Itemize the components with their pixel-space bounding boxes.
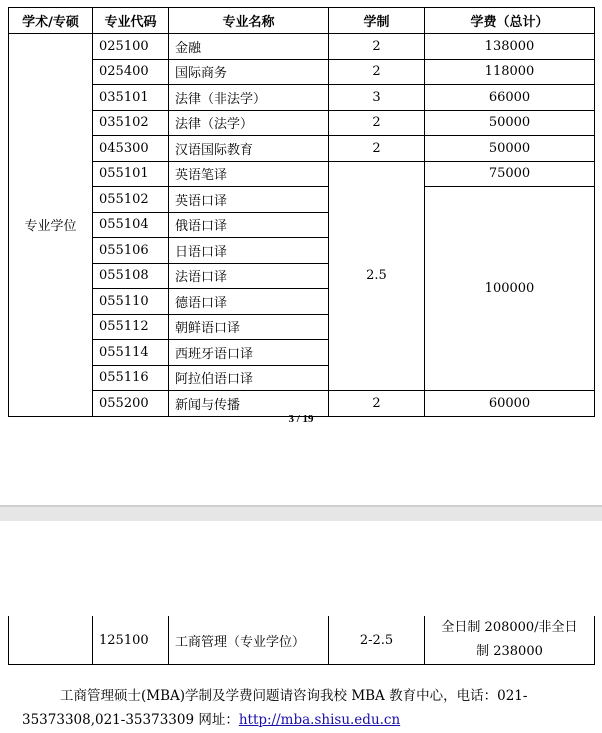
- code-cell: 055102: [93, 187, 169, 213]
- years-cell: 2: [329, 34, 425, 60]
- name-cell: 工商管理（专业学位）: [169, 616, 329, 665]
- name-cell: 英语笔译: [169, 161, 329, 187]
- code-cell: 125100: [93, 616, 169, 665]
- code-cell: 035101: [93, 85, 169, 111]
- header-code: 专业代码: [93, 8, 169, 34]
- table-row: [9, 161, 595, 187]
- category-cell-empty: [9, 616, 93, 665]
- name-cell: 法语口译: [169, 263, 329, 289]
- code-cell: 055112: [93, 314, 169, 340]
- years-cell: 2: [329, 136, 425, 162]
- code-cell: 025100: [93, 34, 169, 60]
- page-gap: [0, 505, 602, 521]
- table-row: [9, 616, 595, 665]
- table-row: [9, 187, 595, 213]
- code-cell: 035102: [93, 110, 169, 136]
- mba-table-row: [8, 616, 595, 665]
- fee-cell: 50000: [425, 136, 595, 162]
- tuition-table: [8, 7, 595, 417]
- header-category: 学术/专硕: [9, 8, 93, 34]
- fee-cell: 75000: [425, 161, 595, 187]
- fee-cell: 66000: [425, 85, 595, 111]
- name-cell: 俄语口译: [169, 212, 329, 238]
- header-years: 学制: [329, 8, 425, 34]
- years-cell-merged: 2.5: [329, 161, 425, 391]
- page-gap-shadow: [0, 505, 602, 507]
- years-cell: 2: [329, 59, 425, 85]
- mba-website-link[interactable]: http://mba.shisu.edu.cn: [238, 712, 401, 728]
- code-cell: 055104: [93, 212, 169, 238]
- name-cell: 国际商务: [169, 59, 329, 85]
- code-cell: 055108: [93, 263, 169, 289]
- name-cell: 阿拉伯语口译: [169, 365, 329, 391]
- code-cell: 055106: [93, 238, 169, 264]
- code-cell: 055101: [93, 161, 169, 187]
- header-fee: 学费（总计）: [425, 8, 595, 34]
- code-cell: 055116: [93, 365, 169, 391]
- page-number: 3 / 19: [288, 413, 314, 425]
- table-header-row: [9, 8, 595, 34]
- years-cell: 2: [329, 391, 425, 417]
- fee-cell-merged: 100000: [425, 187, 595, 391]
- fee-cell: 60000: [425, 391, 595, 417]
- name-cell: 朝鲜语口译: [169, 314, 329, 340]
- contact-note: [22, 684, 582, 732]
- contact-line-1: 工商管理硕士(MBA)学制及学费问题请咨询我校 MBA 教育中心，电话：021-: [60, 688, 528, 704]
- fee-line-1: 全日制 208000/非全日: [441, 620, 578, 635]
- fee-line-2: 制 238000: [476, 644, 543, 659]
- name-cell: 法律（法学）: [169, 110, 329, 136]
- contact-phones: 35373308,021-35373309 网址：: [22, 712, 239, 728]
- years-cell: 2-2.5: [329, 616, 425, 665]
- years-cell: 3: [329, 85, 425, 111]
- name-cell: 日语口译: [169, 238, 329, 264]
- name-cell: 英语口译: [169, 187, 329, 213]
- fee-cell: 138000: [425, 34, 595, 60]
- fee-cell: [425, 616, 595, 665]
- contact-line-2: [22, 708, 582, 732]
- name-cell: 法律（非法学）: [169, 85, 329, 111]
- years-cell: 2: [329, 110, 425, 136]
- name-cell: 德语口译: [169, 289, 329, 315]
- name-cell: 新闻与传播: [169, 391, 329, 417]
- table-row: [9, 110, 595, 136]
- table-row: [9, 136, 595, 162]
- table-row: [9, 85, 595, 111]
- name-cell: 汉语国际教育: [169, 136, 329, 162]
- code-cell: 055114: [93, 340, 169, 366]
- code-cell: 025400: [93, 59, 169, 85]
- code-cell: 045300: [93, 136, 169, 162]
- fee-cell: 50000: [425, 110, 595, 136]
- table-row: [9, 34, 595, 60]
- header-name: 专业名称: [169, 8, 329, 34]
- category-cell: 专业学位: [9, 34, 93, 417]
- table-row: [9, 59, 595, 85]
- fee-cell: 118000: [425, 59, 595, 85]
- code-cell: 055200: [93, 391, 169, 417]
- code-cell: 055110: [93, 289, 169, 315]
- name-cell: 西班牙语口译: [169, 340, 329, 366]
- name-cell: 金融: [169, 34, 329, 60]
